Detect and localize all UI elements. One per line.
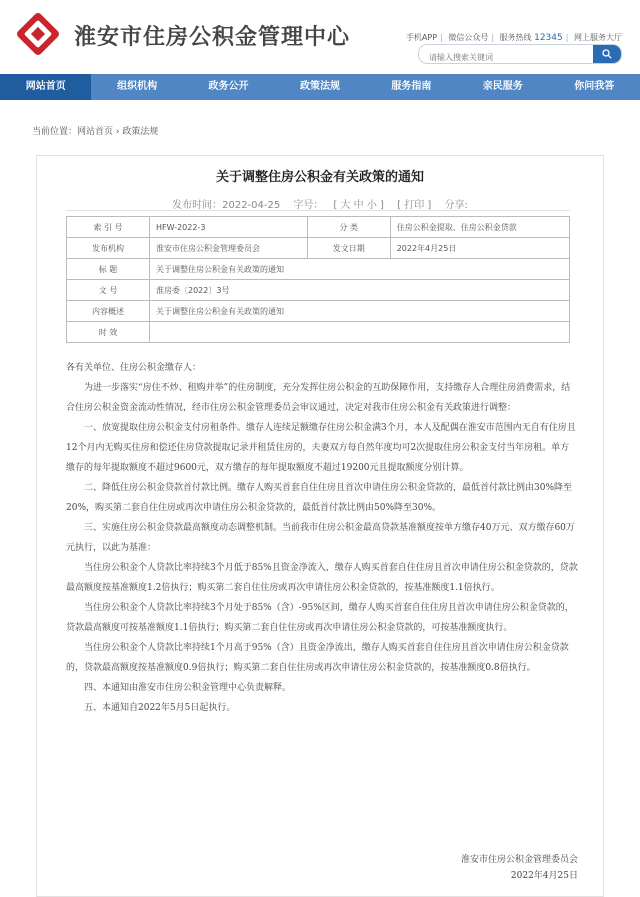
docno-value: 淮房委〔2022〕3号 xyxy=(150,280,570,301)
article-title: 关于调整住房公积金有关政策的通知 xyxy=(215,170,424,185)
breadcrumb: 当前位置：网站首页 › 政策法规 xyxy=(32,127,159,137)
top-links: 手机APP | 微信公众号 | 服务热线 12345 | 网上服务大厅 xyxy=(405,33,622,43)
sign-date: 2022年4月25日 xyxy=(510,871,578,881)
table-row xyxy=(67,322,570,343)
nav-government-affairs[interactable]: 政务公开 xyxy=(208,81,249,92)
nav-service-guide[interactable]: 服务指南 xyxy=(391,81,432,92)
app-link[interactable]: 手机APP xyxy=(405,33,438,42)
summary-label: 内容概述 xyxy=(67,301,150,322)
table-row xyxy=(67,238,570,259)
table-row xyxy=(67,301,570,322)
paragraph-3a: 当住房公积金个人贷款比率持续3个月低于85%且资金净流入，缴存人购买首套自住住房且首次申请住房公积金贷款的，贷款最高额度按基准额度1.2倍执行；购买第二套自住住房或再次申请住房公积金贷款的，按基准额度1.1倍执行。 xyxy=(66,563,578,593)
paragraph-3: 三、实施住房公积金贷款最高额度动态调整机制。当前我市住房公积金最高贷款基准额度按单方缴存40万元、双方缴存60万元执行，以此为基准： xyxy=(66,523,575,553)
nav-faq[interactable]: 你问我答 xyxy=(574,81,615,92)
table-row xyxy=(67,259,570,280)
wechat-link[interactable]: 微信公众号 xyxy=(448,33,489,42)
validity-label: 时 效 xyxy=(67,322,150,343)
greeting: 各有关单位、住房公积金缴存人： xyxy=(66,363,202,373)
divider xyxy=(66,210,570,211)
nav-public-service[interactable]: 亲民服务 xyxy=(482,81,523,92)
date-value: 2022年4月25日 xyxy=(390,238,569,259)
info-table xyxy=(66,216,570,343)
font-size-options[interactable]: [ 大 中 小 ] xyxy=(333,200,384,211)
paragraph-3c: 当住房公积金个人贷款比率持续1个月高于95%（含）且资金净流出，缴存人购买首套自住住房且首次申请住房公积金贷款的，贷款最高额度按基准额度0.9倍执行；购买第二套自住住房或再次申请住房公积金贷款的，按基准额度0.8倍执行。 xyxy=(66,643,569,673)
search-box xyxy=(418,44,622,64)
hotline-label: 服务热线 xyxy=(499,33,532,42)
table-row xyxy=(67,217,570,238)
article-meta xyxy=(0,196,640,211)
search-input[interactable] xyxy=(419,49,589,65)
validity-value xyxy=(150,322,570,343)
site-title: 淮安市住房公积金管理中心 xyxy=(74,24,351,50)
paragraph-intro: 为进一步落实“房住不炒、租购并举”的住房制度，充分发挥住房公积金的互助保障作用，支持缴存人合理住房消费需求，结合住房公积金资金流动性情况，经市住房公积金管理委员会审议通过，决定对我市住房公积金有关政策进行调整： xyxy=(66,383,571,413)
issuer-label: 发布机构 xyxy=(67,238,150,259)
summary-value: 关于调整住房公积金有关政策的通知 xyxy=(150,301,570,322)
issuer-value: 淮安市住房公积金管理委员会 xyxy=(150,238,308,259)
search-icon xyxy=(602,49,612,59)
logo-icon[interactable] xyxy=(16,12,60,56)
main-nav xyxy=(0,74,640,100)
signature: 淮安市住房公积金管理委员会 xyxy=(460,855,578,865)
paragraph-4: 四、本通知由淮安市住房公积金管理中心负责解释。 xyxy=(84,683,292,693)
nav-organization[interactable]: 组织机构 xyxy=(117,81,158,92)
hotline-number: 12345 xyxy=(534,33,563,43)
paragraph-5: 五、本通知自2022年5月5日起执行。 xyxy=(84,703,236,713)
online-hall-link[interactable]: 网上服务大厅 xyxy=(574,33,622,42)
title-label: 标 题 xyxy=(67,259,150,280)
share-label: 分享: xyxy=(444,200,468,211)
category-value: 住房公积金提取、住房公积金贷款 xyxy=(390,217,569,238)
print-link[interactable]: [ 打印 ] xyxy=(397,200,432,211)
paragraph-1: 一、放宽提取住房公积金支付房租条件。缴存人连续足额缴存住房公积金满3个月，本人及配偶在淮安市范围内无自有住房且12个月内无购买住房和偿还住房贷款提取记录并租赁住房的，夫妻双方每自然年度均可2次提取住房公积金支付当年房租。单方缴存的每年提取额度不超过9600元，双方缴存的每年提取额度不超过19200元且提取额度分别计算。 xyxy=(66,423,576,473)
title-value: 关于调整住房公积金有关政策的通知 xyxy=(150,259,570,280)
publish-time: 发布时间：2022-04-25 xyxy=(172,200,281,211)
nav-policies[interactable]: 政策法规 xyxy=(299,81,340,92)
paragraph-3b: 当住房公积金个人贷款比率持续3个月处于85%（含）-95%区间，缴存人购买首套自住住房且首次申请住房公积金贷款的，贷款最高额度可按基准额度1.1倍执行；购买第二套自住住房或再次申请住房公积金贷款的，可按基准额度执行。 xyxy=(66,603,574,633)
font-size-label: 字号： xyxy=(293,200,324,211)
category-label: 分 类 xyxy=(307,217,390,238)
nav-home[interactable]: 网站首页 xyxy=(0,74,91,100)
docno-label: 文 号 xyxy=(67,280,150,301)
index-label: 索 引 号 xyxy=(67,217,150,238)
search-button[interactable] xyxy=(593,45,621,63)
article-body xyxy=(66,358,578,718)
index-value: HFW-2022-3 xyxy=(150,217,308,238)
date-label: 发文日期 xyxy=(307,238,390,259)
site-header xyxy=(0,0,640,74)
table-row xyxy=(67,280,570,301)
paragraph-2: 二、降低住房公积金贷款首付款比例。缴存人购买首套自住住房且首次申请住房公积金贷款的，最低首付款比例由30%降至20%，购买第二套自住住房或再次申请住房公积金贷款的，最低首付款比例由50%降至30%。 xyxy=(66,483,573,513)
